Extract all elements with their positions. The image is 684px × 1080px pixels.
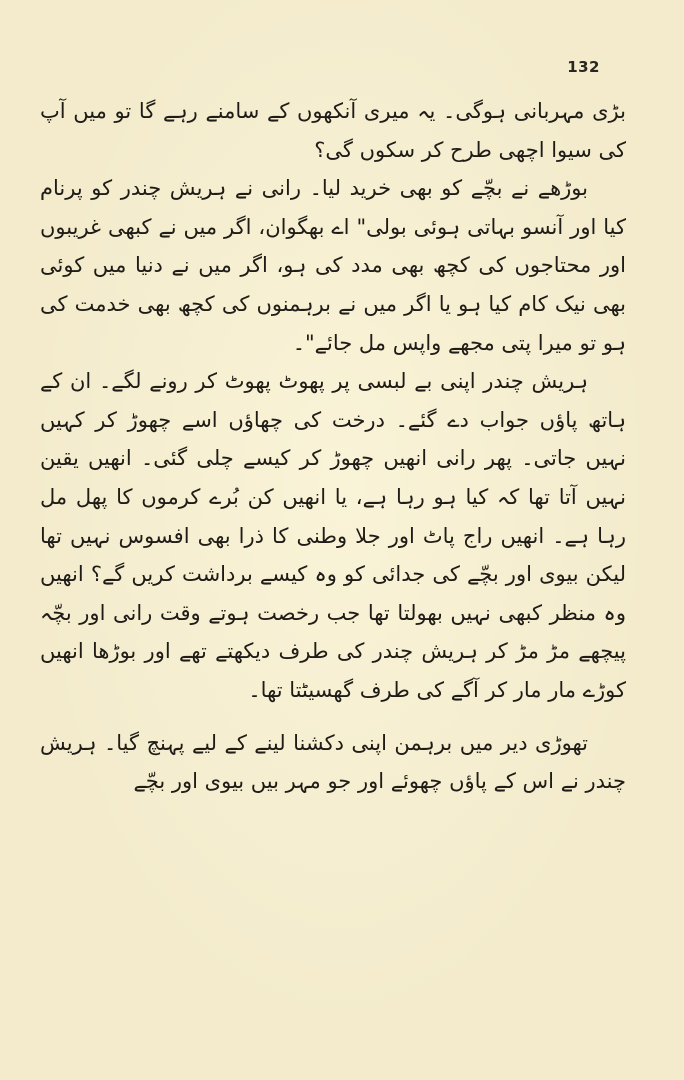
paragraph-1: بڑی مہربانی ہوگی۔ یہ میری آنکھوں کے سامنے رہے گا تو میں آپ کی سیوا اچھی طرح کر سکوں گی؟	[40, 99, 626, 162]
paragraph-2: بوڑھے نے بچّے کو بھی خرید لیا۔ رانی نے ہریش چندر کو پرنام کیا اور آنسو بہاتی ہوئی بولی" اے بھگوان، اگر میں نے کبھی غریبوں اور محتاجوں کی کچھ بھی مدد کی ہو، اگر میں نے دنیا میں کوئی بھی نیک کام کیا ہو یا اگر میں نے برہمنوں کی کچھ بھی خدمت کی ہو تو میرا پتی مجھے واپس مل جائے"۔	[40, 176, 626, 355]
body-text	[40, 92, 626, 801]
page-number: 132	[567, 58, 600, 76]
paragraph-3: ہریش چندر اپنی بے لبسی پر پھوٹ پھوٹ کر رونے لگے۔ ان کے ہاتھ پاؤں جواب دے گئے۔ درخت کی چھاؤں اسے چھوڑ کر کہیں نہیں جاتی۔ پھر رانی انھیں چھوڑ کر کیسے چلی گئی۔ انھیں یقین نہیں آتا تھا کہ کیا ہو رہا ہے، یا انھیں کن بُرے کرموں کا پھل مل رہا ہے۔ انھیں راج پاٹ اور جلا وطنی کا ذرا بھی افسوس نہیں تھا لیکن بیوی اور بچّے کی جدائی کو وہ کیسے برداشت کریں گے؟ انھیں وہ منظر کبھی نہیں بھولتا تھا جب رخصت ہوتے وقت رانی اور بچّہ پیچھے مڑ مڑ کر ہریش چندر کی طرف دیکھتے تھے اور بوڑھا انھیں کوڑے مار مار کر آگے کی طرف گھسیٹتا تھا۔	[40, 369, 626, 702]
paragraph-4: تھوڑی دیر میں برہمن اپنی دکشنا لینے کے لیے پہنچ گیا۔ ہریش چندر نے اس کے پاؤں چھوئے اور جو مہر بیں بیوی اور بچّے	[40, 730, 626, 794]
